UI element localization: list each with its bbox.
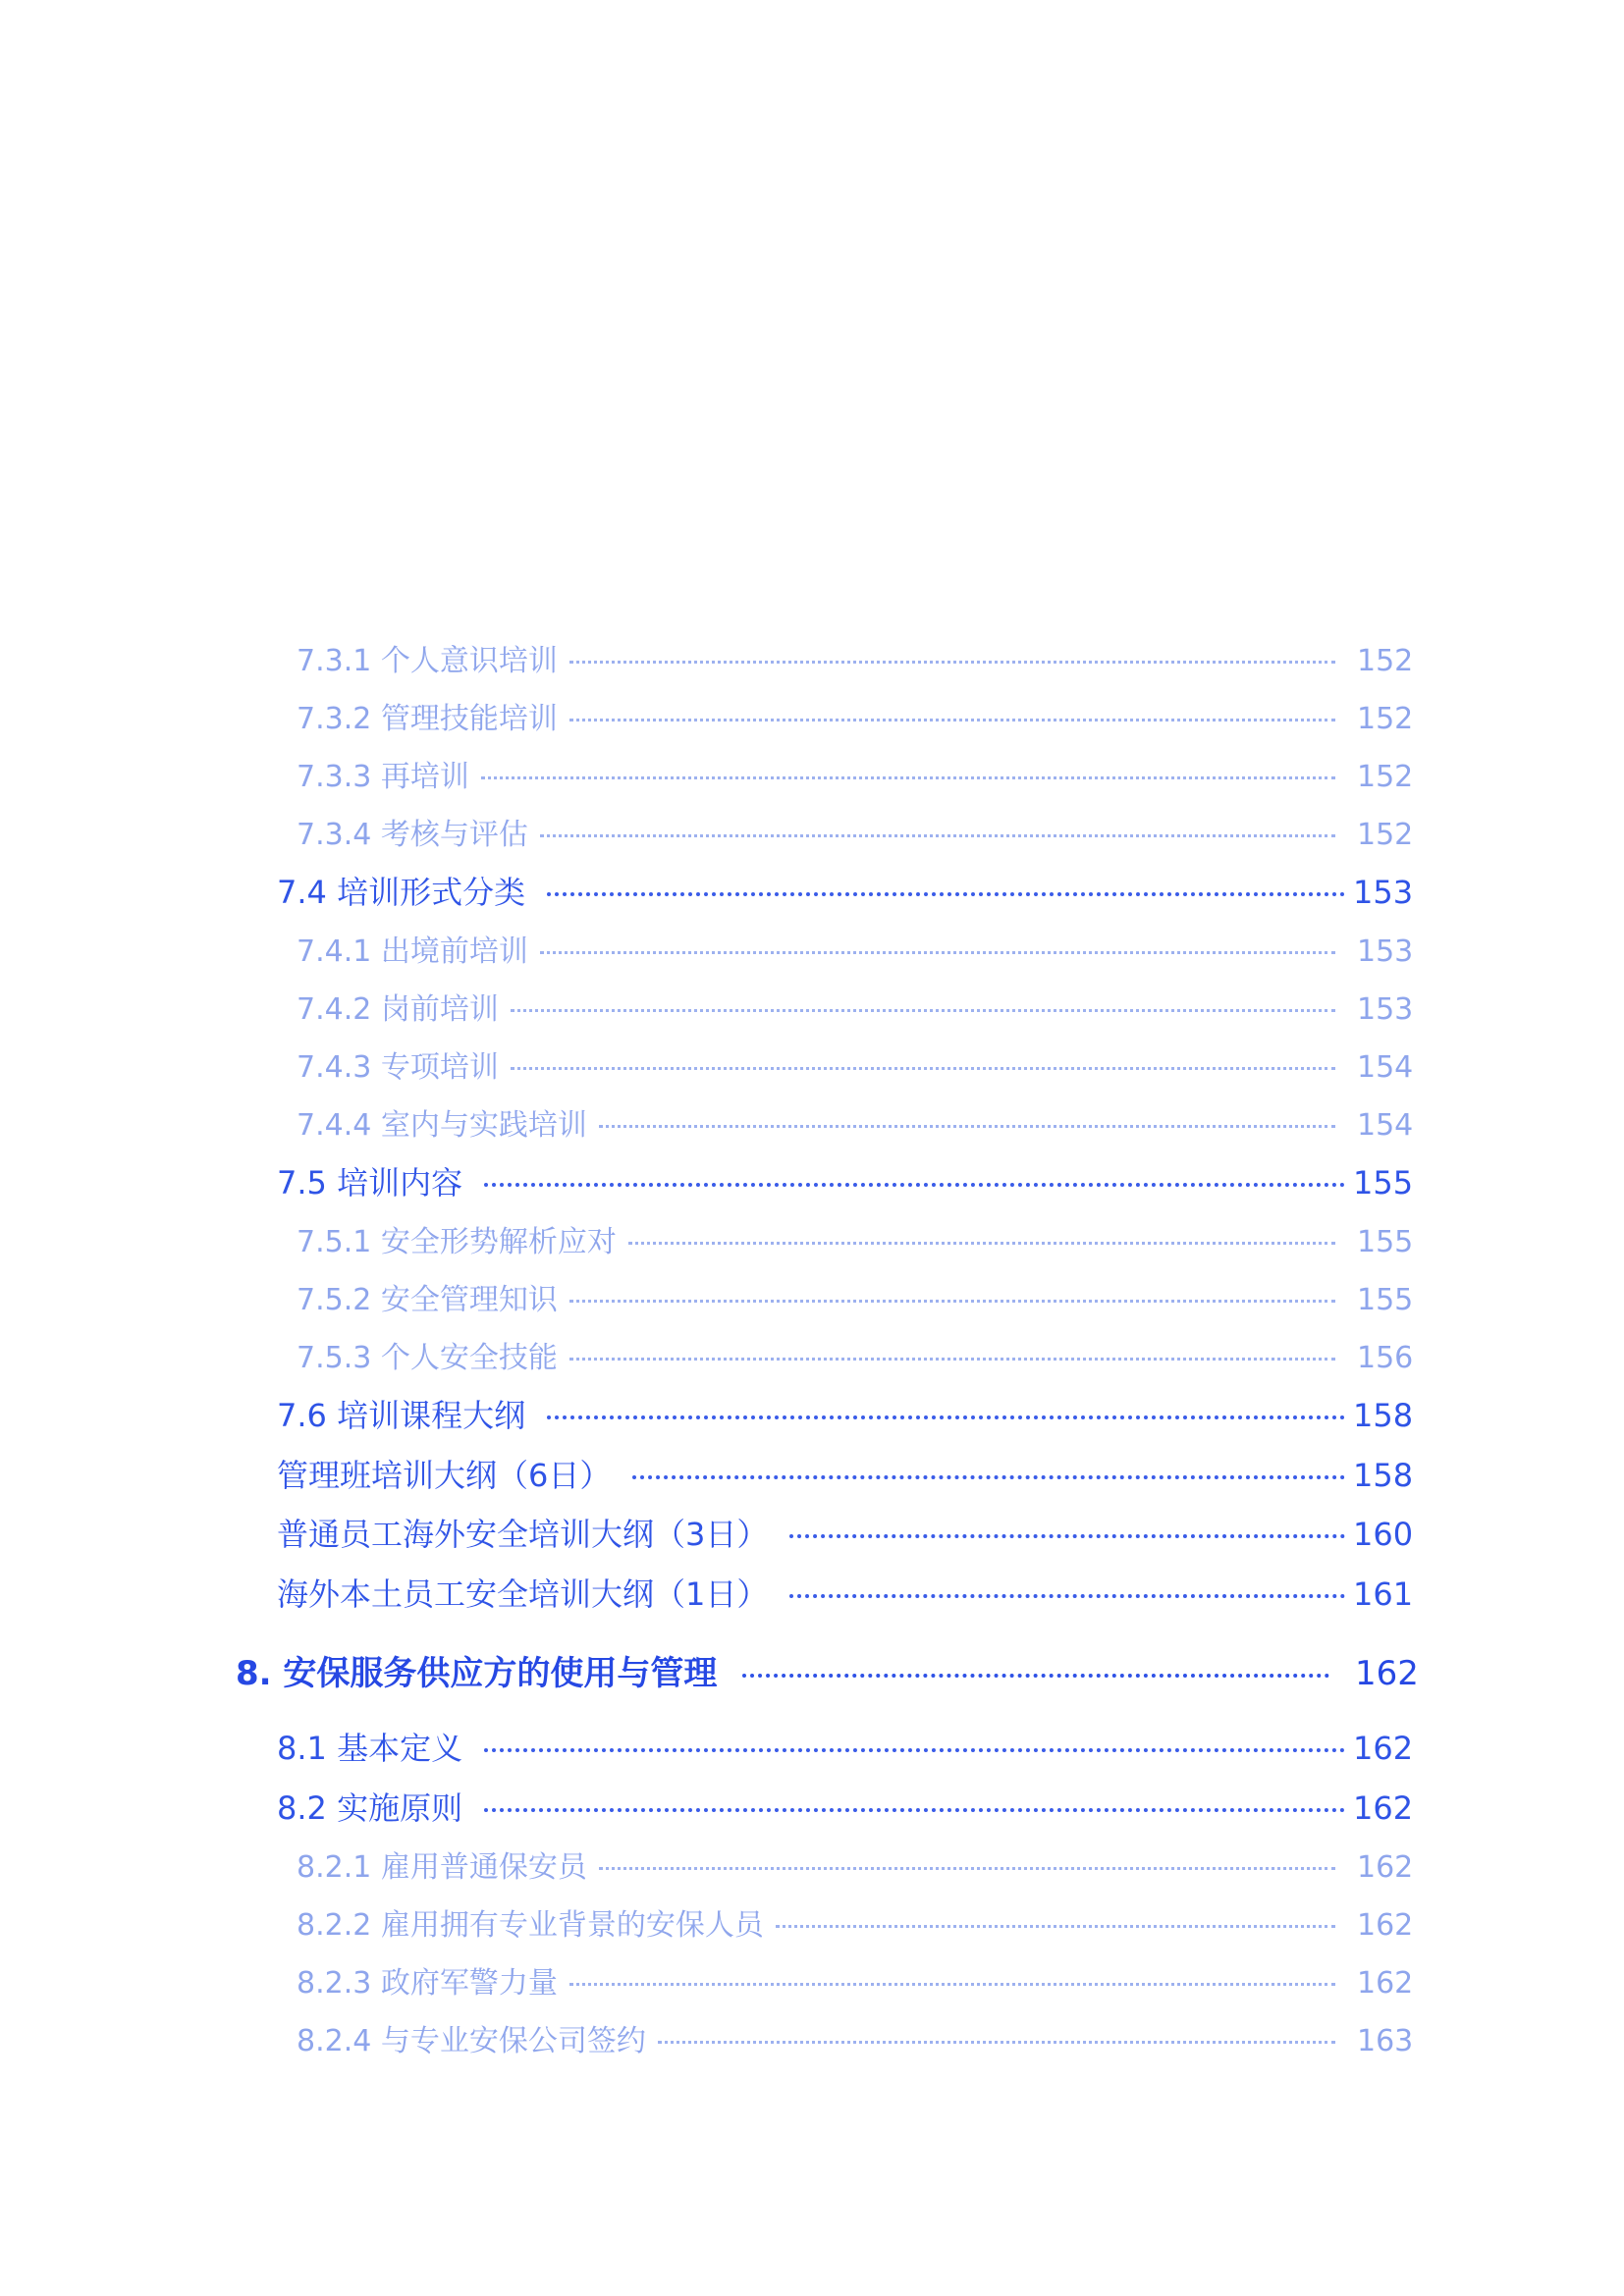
dot-leader bbox=[569, 1300, 1335, 1303]
toc-entry-local-staff-outline[interactable] bbox=[277, 1570, 1412, 1615]
toc-entry-label: 7.4.3 专项培训 bbox=[297, 1050, 499, 1085]
toc-entry-label: 7.4.4 室内与实践培训 bbox=[297, 1108, 587, 1143]
toc-page-number: 152 bbox=[1357, 818, 1414, 852]
dot-leader bbox=[569, 661, 1335, 664]
toc-entry-label: 8.1 基本定义 bbox=[277, 1730, 463, 1767]
dot-leader bbox=[481, 776, 1335, 779]
toc-entry-8-1[interactable] bbox=[277, 1724, 1412, 1769]
toc-entry-8-2-1[interactable] bbox=[297, 1842, 1414, 1886]
dot-leader bbox=[789, 1594, 1345, 1598]
toc-page-number: 162 bbox=[1353, 1730, 1414, 1767]
toc-entry-7-4-2[interactable] bbox=[297, 985, 1414, 1028]
toc-page-number: 162 bbox=[1357, 1908, 1414, 1943]
toc-entry-7-5-1[interactable] bbox=[297, 1217, 1414, 1260]
toc-entry-7-3-4[interactable] bbox=[297, 810, 1414, 853]
toc-entry-label: 海外本土员工安全培训大纲（1日） bbox=[277, 1575, 769, 1613]
toc-entry-label: 8.2.2 雇用拥有专业背景的安保人员 bbox=[297, 1908, 764, 1943]
toc-page-number: 160 bbox=[1353, 1516, 1414, 1553]
toc-entry-7-4-1[interactable] bbox=[297, 927, 1414, 970]
toc-page-number: 161 bbox=[1353, 1575, 1414, 1613]
toc-entry-label: 7.3.3 再培训 bbox=[297, 760, 469, 794]
toc-entry-management-outline[interactable] bbox=[277, 1451, 1412, 1496]
toc-page-number: 155 bbox=[1353, 1164, 1414, 1201]
toc-entry-staff-overseas-outline[interactable] bbox=[277, 1510, 1412, 1555]
toc-entry-label: 7.5 培训内容 bbox=[277, 1164, 463, 1201]
toc-page-number: 162 bbox=[1357, 1966, 1414, 2001]
toc-page-number: 152 bbox=[1357, 644, 1414, 678]
toc-entry-label: 8. 安保服务供应方的使用与管理 bbox=[236, 1654, 718, 1693]
toc-entry-7-5-3[interactable] bbox=[297, 1333, 1414, 1376]
toc-page-number: 153 bbox=[1357, 934, 1414, 969]
toc-entry-7-6[interactable] bbox=[277, 1391, 1412, 1436]
toc-entry-7-3-1[interactable] bbox=[297, 636, 1414, 679]
toc-page-number: 152 bbox=[1357, 760, 1414, 794]
toc-entry-label: 普通员工海外安全培训大纲（3日） bbox=[277, 1516, 769, 1553]
toc-entry-7-4-3[interactable] bbox=[297, 1042, 1414, 1086]
dot-leader bbox=[511, 1067, 1335, 1070]
dot-leader bbox=[547, 892, 1345, 896]
dot-leader bbox=[632, 1475, 1345, 1479]
toc-entry-label: 7.3.4 考核与评估 bbox=[297, 818, 528, 852]
dot-leader bbox=[484, 1748, 1345, 1752]
dot-leader bbox=[540, 951, 1335, 954]
toc-page-number: 154 bbox=[1357, 1050, 1414, 1085]
toc-page-number: 153 bbox=[1353, 874, 1414, 911]
toc-entry-8-2-2[interactable] bbox=[297, 1900, 1414, 1944]
toc-page-number: 162 bbox=[1353, 1789, 1414, 1827]
toc-page-number: 152 bbox=[1357, 702, 1414, 736]
toc-entry-7-3-2[interactable] bbox=[297, 694, 1414, 737]
toc-entry-label: 7.4.1 出境前培训 bbox=[297, 934, 528, 969]
toc-entry-8-2-3[interactable] bbox=[297, 1958, 1414, 2002]
toc-entry-8-2-4[interactable] bbox=[297, 2016, 1414, 2059]
toc-page-number: 155 bbox=[1357, 1283, 1414, 1317]
dot-leader bbox=[742, 1674, 1329, 1678]
dot-leader bbox=[628, 1242, 1335, 1245]
dot-leader bbox=[658, 2041, 1335, 2044]
dot-leader bbox=[511, 1009, 1335, 1012]
dot-leader bbox=[547, 1415, 1345, 1419]
toc-entry-label: 7.6 培训课程大纲 bbox=[277, 1397, 526, 1434]
toc-entry-label: 7.5.3 个人安全技能 bbox=[297, 1341, 558, 1375]
dot-leader bbox=[789, 1534, 1345, 1538]
toc-entry-7-4[interactable] bbox=[277, 868, 1412, 913]
toc-entry-7-4-4[interactable] bbox=[297, 1100, 1414, 1144]
toc-page-number: 162 bbox=[1357, 1850, 1414, 1885]
toc-entry-label: 7.3.2 管理技能培训 bbox=[297, 702, 558, 736]
toc-page-number: 163 bbox=[1357, 2024, 1414, 2058]
dot-leader bbox=[569, 1983, 1335, 1986]
dot-leader bbox=[484, 1808, 1345, 1812]
toc-entry-label: 7.5.1 安全形势解析应对 bbox=[297, 1225, 617, 1259]
dot-leader bbox=[599, 1125, 1335, 1128]
toc-page-number: 153 bbox=[1357, 992, 1414, 1027]
toc-entry-label: 7.5.2 安全管理知识 bbox=[297, 1283, 558, 1317]
toc-page-number: 162 bbox=[1355, 1654, 1419, 1693]
dot-leader bbox=[776, 1925, 1335, 1928]
toc-entry-label: 8.2.3 政府军警力量 bbox=[297, 1966, 558, 2001]
toc-entry-label: 7.4.2 岗前培训 bbox=[297, 992, 499, 1027]
dot-leader bbox=[484, 1183, 1345, 1187]
toc-page-number: 155 bbox=[1357, 1225, 1414, 1259]
toc-entry-label: 8.2 实施原则 bbox=[277, 1789, 463, 1827]
toc-entry-label: 8.2.1 雇用普通保安员 bbox=[297, 1850, 587, 1885]
toc-entry-label: 管理班培训大纲（6日） bbox=[277, 1457, 612, 1494]
toc-page-number: 158 bbox=[1353, 1457, 1414, 1494]
toc-entry-7-5[interactable] bbox=[277, 1158, 1412, 1203]
toc-entry-label: 7.4 培训形式分类 bbox=[277, 874, 526, 911]
toc-entry-8-2[interactable] bbox=[277, 1784, 1412, 1829]
toc-page-number: 158 bbox=[1353, 1397, 1414, 1434]
dot-leader bbox=[569, 719, 1335, 721]
toc-entry-7-3-3[interactable] bbox=[297, 752, 1414, 795]
dot-leader bbox=[569, 1358, 1335, 1361]
toc-entry-7-5-2[interactable] bbox=[297, 1275, 1414, 1318]
toc-page-number: 156 bbox=[1357, 1341, 1414, 1375]
toc-entry-label: 7.3.1 个人意识培训 bbox=[297, 644, 558, 678]
toc-chapter-8[interactable] bbox=[236, 1646, 1418, 1694]
dot-leader bbox=[540, 834, 1335, 837]
dot-leader bbox=[599, 1867, 1335, 1870]
toc-entry-label: 8.2.4 与专业安保公司签约 bbox=[297, 2024, 646, 2058]
toc-page-number: 154 bbox=[1357, 1108, 1414, 1143]
